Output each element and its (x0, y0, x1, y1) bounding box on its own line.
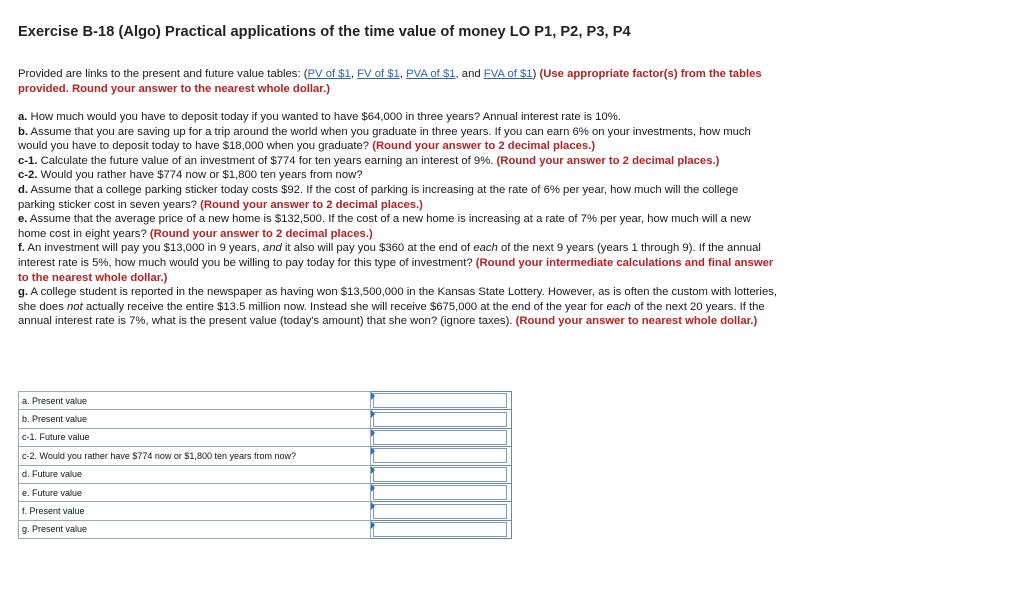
answer-cell (371, 428, 512, 446)
answer-row (19, 428, 512, 446)
answer-row (19, 502, 512, 520)
answer-cell (371, 410, 512, 428)
answer-input-d[interactable] (373, 467, 507, 482)
question-e: e. Assume that the average price of a new home is $132,500. If the cost of a new home is increasing at a rate of 7% per year, how much will a new home cost in eight years? (Round your answer to 2 decimal places.) (18, 213, 751, 240)
marker-icon (371, 429, 375, 437)
answer-input-f[interactable] (373, 504, 507, 519)
marker-icon (371, 502, 375, 510)
answer-label: d. Future value (19, 465, 371, 483)
answer-cell (371, 465, 512, 483)
answer-row (19, 465, 512, 483)
answer-input-c2[interactable] (373, 448, 507, 463)
answer-table (18, 391, 512, 539)
answer-cell (371, 447, 512, 465)
answer-cell (371, 483, 512, 501)
question-f: f. An investment will pay you $13,000 in 9 years, and it also will pay you $360 at the end of each of the next 9 years (years 1 through 9). If the annual interest rate is 5%, how much would you be willing to pay today for this type of investment? (Round your intermediate calculations and final answer to the nearest whole dollar.) (18, 242, 774, 284)
answer-input-c1[interactable] (373, 430, 507, 445)
question-c2: c-2. Would you rather have $774 now or $1,800 ten years from now? (18, 169, 363, 182)
answer-input-a[interactable] (373, 393, 507, 408)
question-d: d. Assume that a college parking sticker today costs $92. If the cost of parking is increasing at the rate of 6% per year, how much will the college parking sticker cost in seven years? (Round your answer to 2 decimal places.) (18, 183, 739, 211)
question-g: g. A college student is reported in the newspaper as having won $13,500,000 in the Kansas State Lottery. However, as is often the custom with lotteries, she does not actually receive the entire $13.5 million now. Instead she will receive $675,000 at the end of the year for each of the next 20 years. If the annual interest rate is 7%, what is the present value (today's amount) that she won? (ignore taxes). (Round your answer to nearest whole dollar.) (18, 286, 778, 328)
marker-icon (371, 447, 375, 455)
answer-row (19, 520, 512, 538)
answer-label: e. Future value (19, 483, 371, 501)
intro-instruction: (Use appropriate factor(s) from the tables provided. Round your answer to the nearest whole dollar.) (18, 68, 762, 95)
answer-label: c-1. Future value (19, 428, 371, 446)
answer-input-e[interactable] (373, 485, 507, 500)
question-b: b. Assume that you are saving up for a trip around the world when you graduate in three years. If you can earn 6% on your investments, how much would you have to deposit today to have $18,000 when you graduate? (Round your answer to 2 decimal places.) (18, 125, 751, 153)
answer-row (19, 447, 512, 465)
link-pva-of-1[interactable]: PVA of $1 (406, 68, 456, 80)
marker-icon (371, 466, 375, 474)
answer-cell (371, 392, 512, 410)
question-a: a. How much would you have to deposit today if you wanted to have $64,000 in three years? Annual interest rate is 10%. (18, 111, 621, 123)
answer-label: f. Present value (19, 502, 371, 520)
intro-prefix: Provided are links to the present and future value tables: ( (18, 68, 308, 80)
page-title: Exercise B-18 (Algo) Practical applications of the time value of money LO P1, P2, P3, P4 (18, 24, 631, 40)
answer-label: c-2. Would you rather have $774 now or $1,800 ten years from now? (19, 447, 371, 465)
answer-cell (371, 502, 512, 520)
link-fv-of-1[interactable]: FV of $1 (357, 68, 400, 80)
answer-row (19, 483, 512, 501)
marker-icon (371, 410, 375, 418)
link-pv-of-1[interactable]: PV of $1 (307, 68, 351, 80)
answer-label: b. Present value (19, 410, 371, 428)
marker-icon (371, 392, 375, 400)
answer-input-g[interactable] (373, 522, 507, 537)
question-c1: c-1. Calculate the future value of an investment of $774 for ten years earning an interest of 9%. (Round your answer to 2 decimal places.) (18, 154, 720, 167)
link-fva-of-1[interactable]: FVA of $1 (483, 68, 533, 80)
question-list (18, 110, 778, 329)
answer-label: a. Present value (19, 392, 371, 410)
intro-paragraph: Provided are links to the present and future value tables: (PV of $1, FV of $1, PVA of $1, and FVA of $1) (Use appropriate factor(s) from the tables provided. Round your answer to the nearest whole dollar.) (18, 68, 762, 95)
answer-row (19, 410, 512, 428)
answer-row (19, 392, 512, 410)
marker-icon (371, 484, 375, 492)
answer-cell (371, 520, 512, 538)
answer-input-b[interactable] (373, 412, 507, 427)
marker-icon (371, 521, 375, 529)
answer-label: g. Present value (19, 520, 371, 538)
